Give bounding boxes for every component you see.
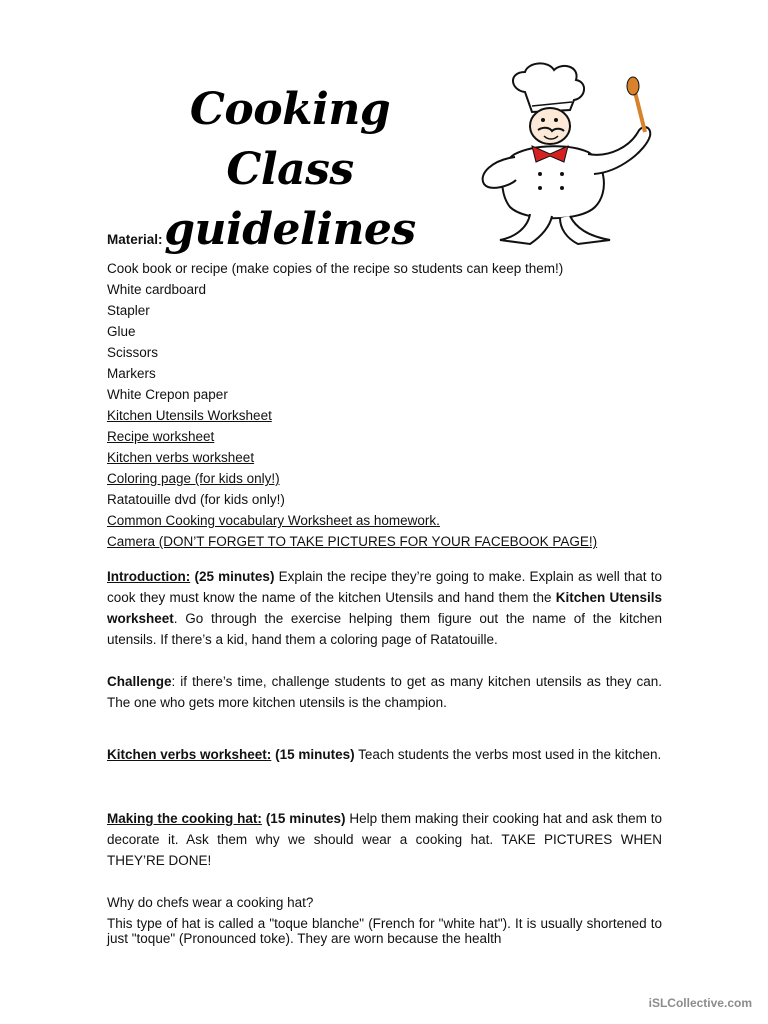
material-item: [107, 363, 667, 384]
materials-list: [107, 258, 667, 552]
verbs-duration: (15 minutes): [275, 747, 355, 762]
hat-text: Help them making their cooking hat and ask them to decorate it. Ask them why we should wear a cooking hat. TAKE PICTURES WHEN THEY’RE DONE!: [107, 811, 662, 868]
material-item: [107, 279, 667, 300]
material-link[interactable]: Common Cooking vocabulary Worksheet as homework: [107, 513, 437, 528]
introduction-text-1: Explain the recipe they’re going to make. Explain as well that to cook they must know the name of the kitchen Utensils and hand them the: [107, 569, 662, 605]
material-link[interactable]: Coloring page (for kids only!): [107, 471, 280, 486]
material-link[interactable]: Camera (DON’T FORGET TO TAKE PICTURES FOR YOUR FACEBOOK PAGE!): [107, 534, 598, 549]
material-link[interactable]: Kitchen Utensils Worksheet: [107, 408, 272, 423]
why-question: Why do chefs wear a cooking hat?: [107, 895, 314, 910]
material-item: [107, 342, 667, 363]
material-text: Markers: [107, 366, 156, 381]
material-text: Glue: [107, 324, 136, 339]
material-label: Material:: [107, 232, 163, 247]
kitchen-utensils-worksheet-ref: Kitchen Utensils worksheet: [107, 590, 663, 626]
hat-duration: (15 minutes): [265, 811, 346, 826]
material-text: Stapler: [107, 303, 150, 318]
introduction-text-2: . Go through the exercise helping them figure out the name of the kitchen utensils. If there’s a kid, hand them a coloring page of Ratatouille.: [107, 611, 662, 647]
verbs-paragraph: [107, 744, 662, 765]
title-line-1: Cooking Class: [189, 84, 391, 195]
challenge-text: : if there’s time, challenge students to get as many kitchen utensils as they can. The one who gets more kitchen utensils is the champion.: [107, 674, 662, 710]
verbs-text: Teach students the verbs most used in the kitchen.: [354, 747, 662, 762]
introduction-paragraph: [107, 566, 662, 650]
material-item[interactable]: [107, 447, 667, 468]
page-title: [120, 80, 460, 260]
material-text: Cook book or recipe (make copies of the recipe so students can keep them!): [107, 261, 564, 276]
title-line-2: guidelines: [164, 204, 416, 255]
material-item: [107, 321, 667, 342]
material-text: White cardboard: [107, 282, 207, 297]
introduction-duration: (25 minutes): [194, 569, 275, 584]
challenge-label: Challenge: [107, 674, 172, 689]
material-item[interactable]: [107, 468, 667, 489]
hat-label: Making the cooking hat:: [107, 811, 262, 826]
verbs-label: Kitchen verbs worksheet:: [107, 747, 272, 762]
material-link[interactable]: Kitchen verbs worksheet: [107, 450, 255, 465]
challenge-paragraph: [107, 671, 662, 713]
material-item: [107, 489, 667, 510]
material-item[interactable]: [107, 426, 667, 447]
material-item: [107, 258, 667, 279]
material-item[interactable]: [107, 531, 667, 552]
material-suffix: .: [436, 513, 440, 528]
hat-paragraph: [107, 808, 662, 871]
chef-illustration: [470, 62, 670, 247]
footer-watermark: iSLCollective.com: [648, 996, 752, 1010]
material-link[interactable]: Recipe worksheet: [107, 429, 215, 444]
material-text: White Crepon paper: [107, 387, 228, 402]
material-item: [107, 300, 667, 321]
why-answer: This type of hat is called a "toque blanche" (French for "white hat"). It is usually shortened to just "toque" (Pronounced toke). They are worn because the health: [107, 916, 662, 946]
material-item[interactable]: [107, 510, 667, 531]
material-item: [107, 384, 667, 405]
material-item[interactable]: [107, 405, 667, 426]
material-text: Scissors: [107, 345, 159, 360]
introduction-label: Introduction:: [107, 569, 191, 584]
material-text: Ratatouille dvd (for kids only!): [107, 492, 285, 507]
